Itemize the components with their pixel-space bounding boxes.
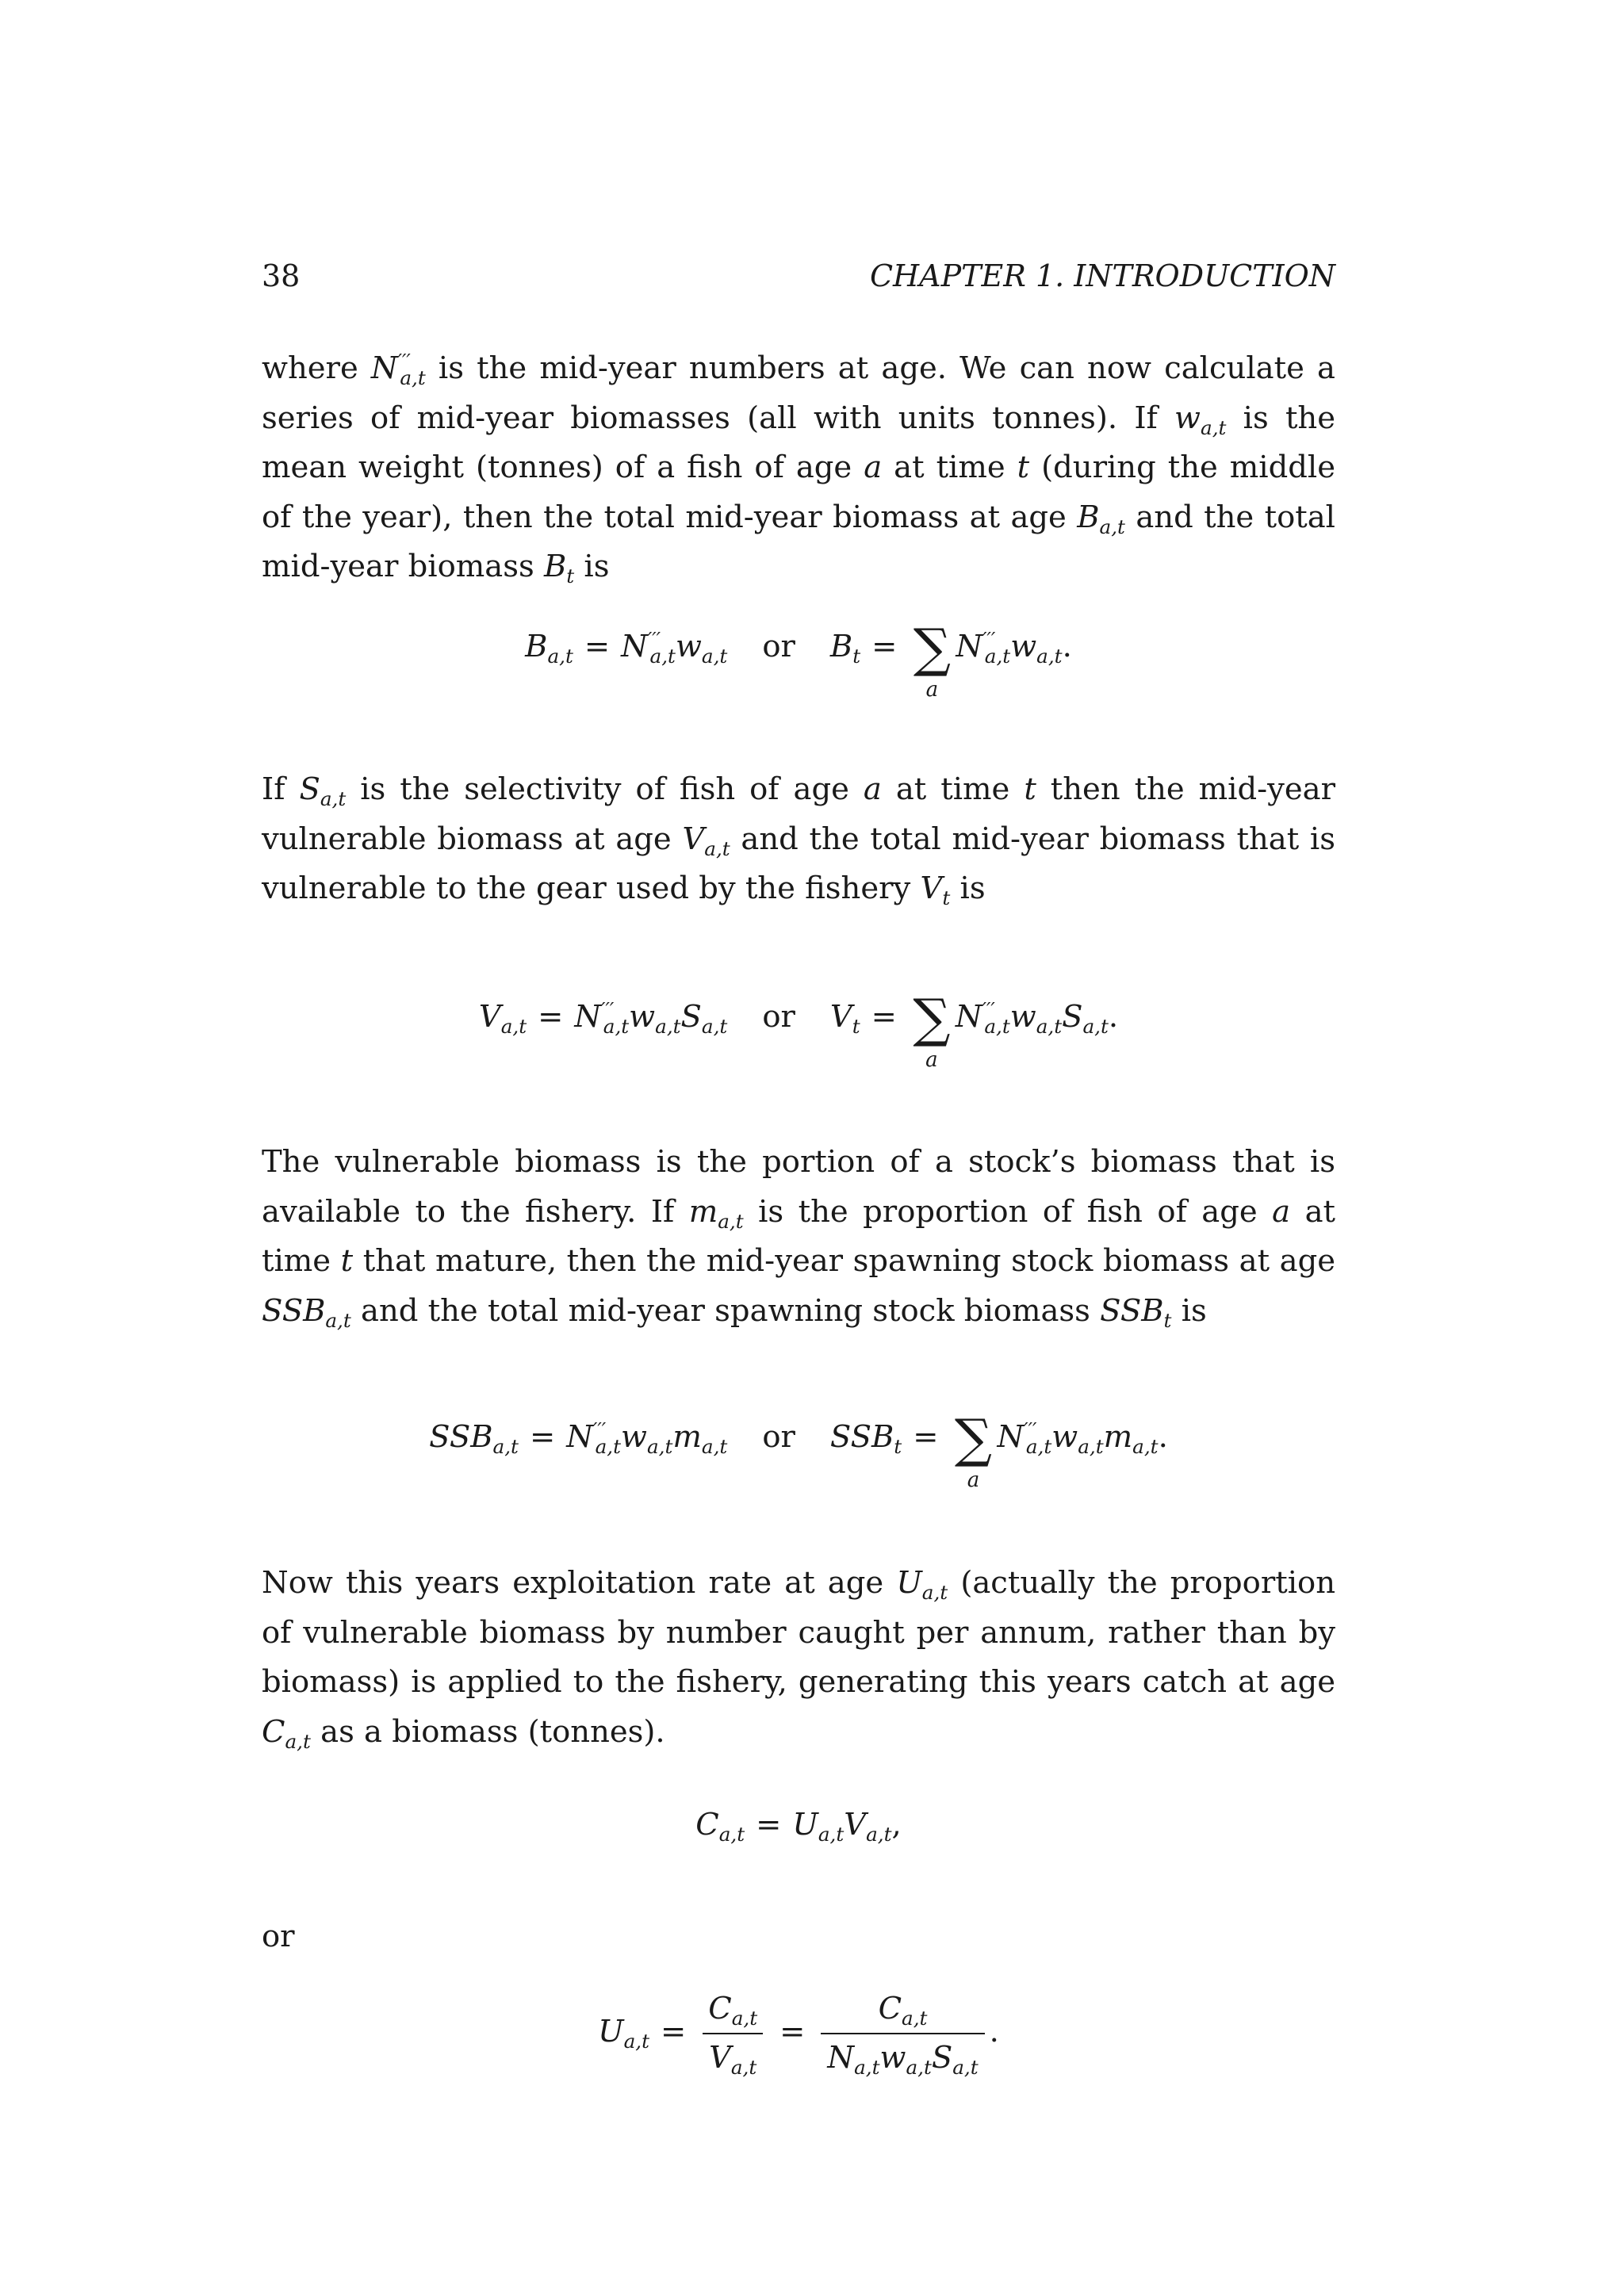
text-span: If xyxy=(262,771,300,807)
math-U-at: $U_{a,t}$ xyxy=(896,1565,948,1604)
equation-spawning-biomass: $SSB_{a,t} = N'''_{a,t}w_{a,t}m_{a,t}$ or $SSB_t$ = ∑ a $N'''_{a,t}w_{a,t}m_{a,t}$. xyxy=(429,1408,1168,1492)
text-span: is xyxy=(1171,1292,1207,1329)
math-C-at: $C_{a,t}$ xyxy=(262,1713,311,1753)
text-span: at time xyxy=(882,450,1017,485)
math-a: a xyxy=(864,450,883,485)
math-t: t xyxy=(1017,450,1030,485)
text-span: and the total mid-year spawning stock biomass xyxy=(350,1292,1101,1329)
text-span: that mature, then the mid-year spawning stock biomass at age xyxy=(353,1243,1335,1279)
paragraph-4 xyxy=(262,1559,1335,1757)
text-span: (actually the proportion of vulnerable biomass by number caught per annum, rather than by biomass) is applied to the fishery, generating this years catch at age xyxy=(262,1565,1335,1700)
math-B-at: $B_{a,t}$ xyxy=(1077,499,1125,538)
paragraph-1 xyxy=(262,344,1335,592)
math-SSB-t: $SSB_t$ xyxy=(1100,1292,1172,1332)
text-span: and the total mid-year biomass that is vulnerable to the gear used by the fishery xyxy=(262,821,1335,906)
text-span: (during the middle of the year), then the total mid-year biomass at age xyxy=(262,450,1335,535)
text-span: is the mean weight (tonnes) of a fish of age xyxy=(262,400,1335,485)
summation-symbol: ∑ a xyxy=(954,1408,993,1492)
summation-symbol: ∑ a xyxy=(913,988,951,1072)
math-SSB-at: $SSB_{a,t}$ xyxy=(262,1292,351,1332)
page-number: 38 xyxy=(262,258,301,293)
paragraph-3 xyxy=(262,1138,1335,1336)
equation-biomass: $B_{a,t} = N'''_{a,t}w_{a,t}$ or $B_t$ = ∑ a $N'''_{a,t}w_{a,t}$. xyxy=(525,618,1072,702)
equation-vulnerable-biomass: $V_{a,t} = N'''_{a,t}w_{a,t}S_{a,t}$ or $V_t$ = ∑ a $N'''_{a,t}w_{a,t}S_{a,t}$. xyxy=(478,988,1119,1072)
paragraph-2 xyxy=(262,765,1335,914)
math-V-at: $V_{a,t}$ xyxy=(682,821,730,860)
chapter-title: CHAPTER 1. INTRODUCTION xyxy=(869,258,1335,293)
or-connector: or xyxy=(262,1919,295,1954)
text-span: The vulnerable biomass is the portion of a stock’s biomass that is available to the fishery. If xyxy=(262,1144,1335,1230)
math-a: a xyxy=(863,771,882,807)
equation-catch: $C_{a,t} = U_{a,t}V_{a,t}$, xyxy=(695,1807,902,1846)
fraction-2: $\frac{C_{a,t}}{N_{a,t}w_{a,t}S_{a,t}}$ xyxy=(821,1990,984,2077)
math-m-at: $m_{a,t}$ xyxy=(688,1193,744,1233)
text-span: at time xyxy=(262,1193,1335,1279)
math-S-at: $S_{a,t}$ xyxy=(299,771,347,810)
text-span: then the mid-year vulnerable biomass at age xyxy=(262,771,1335,857)
page-header xyxy=(262,258,1335,306)
text-span: as a biomass (tonnes). xyxy=(310,1713,665,1750)
math-V-t: $V_t$ xyxy=(920,871,951,909)
text-span: where xyxy=(262,350,371,386)
math-w: $w_{a,t}$ xyxy=(1174,400,1227,439)
equation-exploitation-rate: $U_{a,t}$ = $\frac{C_{a,t}}{V_{a,t}}$ = $\frac{C_{a,t}}{N_{a,t}w_{a,t}S_{a,t}}$ . xyxy=(598,1991,999,2079)
math-t: t xyxy=(1024,771,1036,807)
math-B-t: $B_t$ xyxy=(543,549,575,587)
summation-symbol: ∑ a xyxy=(913,618,951,702)
text-span: is xyxy=(950,871,986,906)
text-span: Now this years exploitation rate at age xyxy=(262,1565,897,1601)
text-span: is the selectivity of fish of age xyxy=(346,771,864,807)
text-span: and the total mid-year biomass xyxy=(262,499,1335,584)
math-N-triple-prime: $N'''_{a,t}$ xyxy=(370,350,426,389)
text-span: is the mid-year numbers at age. We can now calculate a series of mid-year biomasses (all with units tonnes). If xyxy=(262,350,1335,436)
math-t: t xyxy=(340,1243,354,1279)
text-span: at time xyxy=(881,771,1025,807)
text-span: is xyxy=(574,549,610,584)
fraction-1: $\frac{C_{a,t}}{V_{a,t}}$ xyxy=(702,1990,764,2077)
math-a: a xyxy=(1272,1193,1291,1230)
text-span: is the proportion of fish of age xyxy=(743,1193,1273,1230)
